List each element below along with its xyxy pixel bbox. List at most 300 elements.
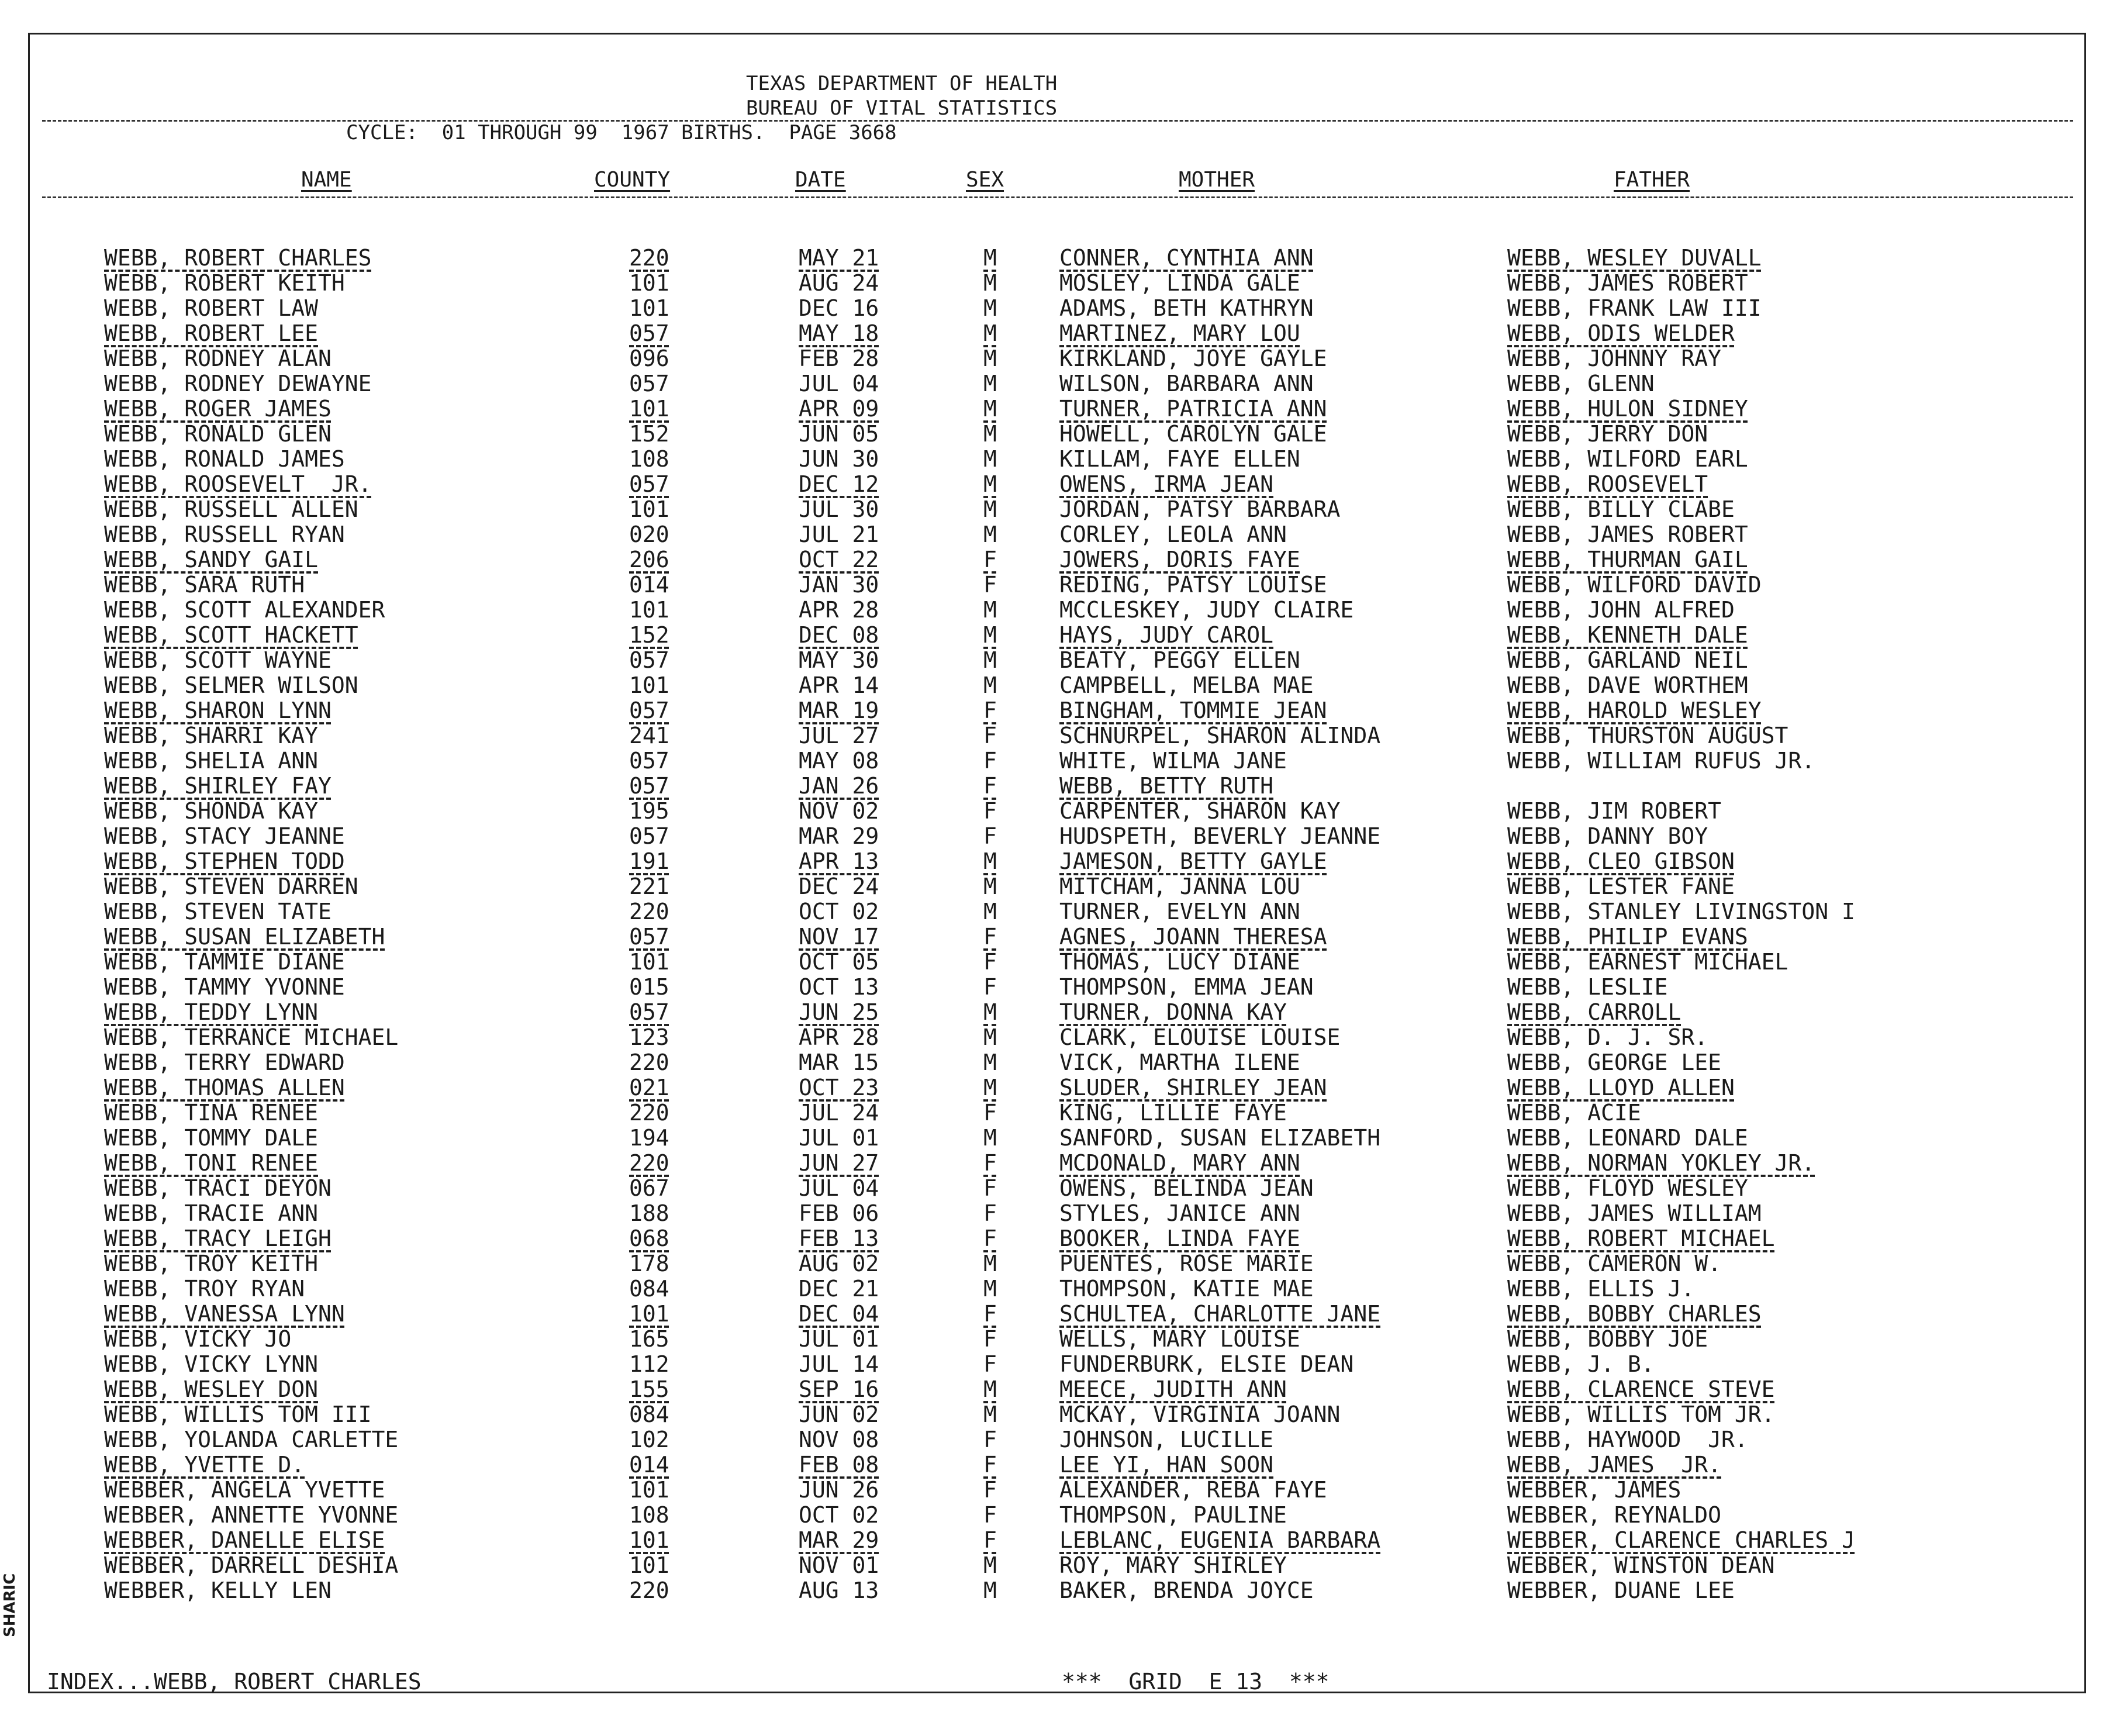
cell-county: 123	[629, 1024, 669, 1050]
table-row	[0, 899, 2127, 924]
cell-county: 084	[629, 1402, 669, 1427]
cell-county: 101	[629, 396, 669, 422]
cell-mother: WILSON, BARBARA ANN	[1059, 371, 1314, 396]
cell-county: 057	[629, 320, 669, 346]
cell-date: JUL 14	[799, 1351, 879, 1377]
cell-date: MAY 18	[799, 320, 879, 346]
cell-name: WEBBER, DANELLE ELISE	[104, 1527, 385, 1553]
cell-date: JUN 30	[799, 446, 879, 472]
cell-county: 188	[629, 1200, 669, 1226]
side-label: SHARIC	[1, 1573, 19, 1637]
table-row	[0, 572, 2127, 598]
cell-date: OCT 22	[799, 547, 879, 572]
header-bureau: BUREAU OF VITAL STATISTICS	[746, 96, 1058, 120]
table-row	[0, 1503, 2127, 1528]
cell-sex: M	[983, 874, 997, 899]
cell-mother: CORLEY, LEOLA ANN	[1059, 522, 1287, 547]
cell-mother: LEE YI, HAN SOON	[1059, 1452, 1274, 1478]
cell-date: DEC 16	[799, 295, 879, 321]
cell-county: 057	[629, 748, 669, 774]
table-row	[0, 1126, 2127, 1151]
cell-father: WEBB, HAROLD WESLEY	[1507, 698, 1762, 723]
cell-county: 108	[629, 446, 669, 472]
cell-date: DEC 08	[799, 622, 879, 648]
cell-father: WEBBER, CLARENCE CHARLES J	[1507, 1527, 1855, 1553]
cell-name: WEBB, STACY JEANNE	[104, 823, 345, 849]
cell-mother: MITCHAM, JANNA LOU	[1059, 874, 1300, 899]
table-row	[0, 547, 2127, 572]
cell-father: WEBB, FRANK LAW III	[1507, 295, 1762, 321]
cell-sex: F	[983, 698, 997, 723]
cell-county: 101	[629, 1552, 669, 1578]
cell-name: WEBB, TRACY LEIGH	[104, 1226, 332, 1251]
table-row	[0, 623, 2127, 648]
cell-father: WEBB, CARROLL	[1507, 999, 1681, 1025]
cell-name: WEBB, ROGER JAMES	[104, 396, 332, 422]
cell-name: WEBB, TROY KEITH	[104, 1251, 319, 1276]
table-row	[0, 1176, 2127, 1201]
cell-mother: KILLAM, FAYE ELLEN	[1059, 446, 1300, 472]
cell-mother: BINGHAM, TOMMIE JEAN	[1059, 698, 1327, 723]
cell-name: WEBB, VICKY JO	[104, 1326, 292, 1352]
cell-sex: F	[983, 1477, 997, 1503]
cell-name: WEBB, SHELIA ANN	[104, 748, 319, 774]
table-row	[0, 346, 2127, 371]
cell-date: MAY 21	[799, 245, 879, 271]
cell-name: WEBB, RODNEY DEWAYNE	[104, 371, 372, 396]
cell-mother: TURNER, PATRICIA ANN	[1059, 396, 1327, 422]
cell-sex: M	[983, 1402, 997, 1427]
cell-date: OCT 05	[799, 949, 879, 975]
cell-county: 101	[629, 949, 669, 975]
table-row	[0, 1025, 2127, 1050]
table-row	[0, 1352, 2127, 1377]
cell-date: JUN 26	[799, 1477, 879, 1503]
cell-county: 191	[629, 848, 669, 874]
cell-mother: REDING, PATSY LOUISE	[1059, 572, 1327, 598]
cell-county: 178	[629, 1251, 669, 1276]
cell-mother: THOMAS, LUCY DIANE	[1059, 949, 1300, 975]
cell-father: WEBBER, WINSTON DEAN	[1507, 1552, 1775, 1578]
cell-father: WEBB, GARLAND NEIL	[1507, 647, 1748, 673]
cell-date: FEB 28	[799, 346, 879, 371]
cell-father: WEBB, LEONARD DALE	[1507, 1125, 1748, 1151]
table-row	[0, 648, 2127, 673]
cell-mother: JOWERS, DORIS FAYE	[1059, 547, 1300, 572]
cell-sex: M	[983, 295, 997, 321]
cell-county: 112	[629, 1351, 669, 1377]
cell-county: 220	[629, 1050, 669, 1075]
cell-father: WEBB, LLOYD ALLEN	[1507, 1075, 1735, 1100]
column-head-name: NAME	[301, 168, 352, 192]
cell-county: 101	[629, 496, 669, 522]
cell-date: MAR 29	[799, 823, 879, 849]
cell-sex: M	[983, 1276, 997, 1302]
cell-county: 101	[629, 270, 669, 296]
cell-county: 220	[629, 899, 669, 924]
cell-county: 057	[629, 773, 669, 799]
cell-date: DEC 24	[799, 874, 879, 899]
cell-father: WEBB, GEORGE LEE	[1507, 1050, 1722, 1075]
cell-date: JUN 05	[799, 421, 879, 447]
cell-sex: M	[983, 848, 997, 874]
cell-mother: JOHNSON, LUCILLE	[1059, 1427, 1274, 1452]
cell-mother: HOWELL, CAROLYN GALE	[1059, 421, 1327, 447]
cell-mother: TURNER, DONNA KAY	[1059, 999, 1287, 1025]
cell-mother: WEBB, BETTY RUTH	[1059, 773, 1274, 799]
table-row	[0, 698, 2127, 723]
cell-father: WEBB, JAMES WILLIAM	[1507, 1200, 1762, 1226]
cell-mother: BOOKER, LINDA FAYE	[1059, 1226, 1300, 1251]
cell-mother: THOMPSON, KATIE MAE	[1059, 1276, 1314, 1302]
cell-mother: OWENS, BELINDA JEAN	[1059, 1175, 1314, 1201]
cell-sex: M	[983, 320, 997, 346]
cell-sex: F	[983, 1200, 997, 1226]
cell-father: WEBB, GLENN	[1507, 371, 1655, 396]
cell-sex: F	[983, 949, 997, 975]
cell-name: WEBB, YOLANDA CARLETTE	[104, 1427, 399, 1452]
cell-county: 152	[629, 421, 669, 447]
cell-date: SEP 16	[799, 1376, 879, 1402]
cell-father: WEBBER, JAMES	[1507, 1477, 1681, 1503]
cell-name: WEBBER, KELLY LEN	[104, 1578, 332, 1603]
cell-mother: THOMPSON, EMMA JEAN	[1059, 974, 1314, 1000]
table-row	[0, 1402, 2127, 1427]
cell-mother: BAKER, BRENDA JOYCE	[1059, 1578, 1314, 1603]
cell-county: 014	[629, 572, 669, 598]
cell-sex: M	[983, 1251, 997, 1276]
cell-father: WEBB, ODIS WELDER	[1507, 320, 1735, 346]
cell-father: WEBBER, DUANE LEE	[1507, 1578, 1735, 1603]
cell-father: WEBB, LESTER FANE	[1507, 874, 1735, 899]
table-row	[0, 321, 2127, 346]
cell-name: WEBB, RUSSELL ALLEN	[104, 496, 358, 522]
cell-sex: F	[983, 1326, 997, 1352]
cell-date: JUN 27	[799, 1150, 879, 1176]
cell-mother: AGNES, JOANN THERESA	[1059, 924, 1327, 950]
cell-father: WEBB, BOBBY JOE	[1507, 1326, 1708, 1352]
table-row	[0, 422, 2127, 447]
cell-father: WEBB, DANNY BOY	[1507, 823, 1708, 849]
table-row	[0, 246, 2127, 271]
cell-name: WEBB, TEDDY LYNN	[104, 999, 319, 1025]
table-row	[0, 1452, 2127, 1478]
cell-name: WEBB, ROBERT LEE	[104, 320, 319, 346]
cell-name: WEBBER, ANNETTE YVONNE	[104, 1502, 399, 1528]
cell-name: WEBB, TOMMY DALE	[104, 1125, 319, 1151]
cell-mother: HUDSPETH, BEVERLY JEANNE	[1059, 823, 1381, 849]
cell-father: WEBB, JOHN ALFRED	[1507, 597, 1735, 623]
cell-date: JUL 01	[799, 1326, 879, 1352]
cell-date: AUG 13	[799, 1578, 879, 1603]
cell-mother: ROY, MARY SHIRLEY	[1059, 1552, 1287, 1578]
cell-name: WEBB, SHONDA KAY	[104, 798, 319, 824]
cell-father: WEBB, JAMES JR.	[1507, 1452, 1722, 1478]
cell-mother: HAYS, JUDY CAROL	[1059, 622, 1274, 648]
cell-date: MAR 29	[799, 1527, 879, 1553]
cell-county: 165	[629, 1326, 669, 1352]
cell-mother: CONNER, CYNTHIA ANN	[1059, 245, 1314, 271]
table-row	[0, 924, 2127, 950]
table-row	[0, 1553, 2127, 1578]
table-row	[0, 673, 2127, 698]
cell-county: 015	[629, 974, 669, 1000]
table-row	[0, 598, 2127, 623]
cell-county: 096	[629, 346, 669, 371]
cell-father: WEBB, THURMAN GAIL	[1507, 547, 1748, 572]
table-row	[0, 1427, 2127, 1452]
cell-date: DEC 12	[799, 471, 879, 497]
cell-father: WEBB, DAVE WORTHEM	[1507, 672, 1748, 698]
cell-date: JAN 26	[799, 773, 879, 799]
cell-sex: M	[983, 396, 997, 422]
table-row	[0, 497, 2127, 522]
cell-father: WEBB, NORMAN YOKLEY JR.	[1507, 1150, 1815, 1176]
table-row	[0, 1075, 2127, 1100]
cell-county: 152	[629, 622, 669, 648]
cell-name: WEBB, TERRANCE MICHAEL	[104, 1024, 399, 1050]
cell-name: WEBB, SHIRLEY FAY	[104, 773, 332, 799]
cell-name: WEBB, SCOTT WAYNE	[104, 647, 332, 673]
table-row	[0, 1528, 2127, 1553]
cell-date: APR 28	[799, 1024, 879, 1050]
cell-county: 101	[629, 1527, 669, 1553]
cell-mother: MCCLESKEY, JUDY CLAIRE	[1059, 597, 1354, 623]
cell-date: APR 13	[799, 848, 879, 874]
cell-sex: M	[983, 1125, 997, 1151]
cell-sex: M	[983, 1376, 997, 1402]
cell-sex: M	[983, 672, 997, 698]
cell-mother: ADAMS, BETH KATHRYN	[1059, 295, 1314, 321]
cell-name: WEBB, TAMMY YVONNE	[104, 974, 345, 1000]
cell-sex: F	[983, 547, 997, 572]
cell-date: FEB 06	[799, 1200, 879, 1226]
cell-sex: M	[983, 522, 997, 547]
cell-father: WEBB, CLEO GIBSON	[1507, 848, 1735, 874]
cell-county: 101	[629, 1477, 669, 1503]
cell-mother: KIRKLAND, JOYE GAYLE	[1059, 346, 1327, 371]
table-row	[0, 1377, 2127, 1402]
footer-grid: *** GRID E 13 ***	[1062, 1669, 1330, 1694]
header-title: TEXAS DEPARTMENT OF HEALTH	[746, 72, 1058, 95]
cell-date: JUL 01	[799, 1125, 879, 1151]
cell-date: JUL 21	[799, 522, 879, 547]
cell-father: WEBB, FLOYD WESLEY	[1507, 1175, 1748, 1201]
cell-county: 194	[629, 1125, 669, 1151]
cell-sex: F	[983, 1502, 997, 1528]
cell-name: WEBB, SUSAN ELIZABETH	[104, 924, 385, 950]
cell-sex: F	[983, 1527, 997, 1553]
cell-name: WEBB, STEVEN TATE	[104, 899, 332, 924]
cell-sex: F	[983, 823, 997, 849]
cell-mother: STYLES, JANICE ANN	[1059, 1200, 1300, 1226]
cell-county: 220	[629, 245, 669, 271]
table-row	[0, 447, 2127, 472]
cell-mother: SANFORD, SUSAN ELIZABETH	[1059, 1125, 1381, 1151]
cell-county: 155	[629, 1376, 669, 1402]
cell-date: OCT 13	[799, 974, 879, 1000]
cell-mother: VICK, MARTHA ILENE	[1059, 1050, 1300, 1075]
table-row	[0, 874, 2127, 899]
cell-father: WEBB, STANLEY LIVINGSTON I	[1507, 899, 1855, 924]
cell-name: WEBB, SELMER WILSON	[104, 672, 358, 698]
cell-sex: M	[983, 622, 997, 648]
table-row	[0, 1327, 2127, 1352]
cell-sex: F	[983, 924, 997, 950]
cell-date: NOV 01	[799, 1552, 879, 1578]
record-list	[0, 246, 2127, 1603]
cell-date: APR 09	[799, 396, 879, 422]
table-row	[0, 1100, 2127, 1126]
cell-father: WEBB, WILLIAM RUFUS JR.	[1507, 748, 1815, 774]
table-row	[0, 799, 2127, 824]
cell-father: WEBB, WILFORD EARL	[1507, 446, 1748, 472]
cell-sex: F	[983, 748, 997, 774]
cell-sex: M	[983, 999, 997, 1025]
cell-county: 241	[629, 723, 669, 748]
cell-county: 057	[629, 999, 669, 1025]
cell-name: WEBB, VICKY LYNN	[104, 1351, 319, 1377]
table-row	[0, 1302, 2127, 1327]
cell-father: WEBB, HAYWOOD JR.	[1507, 1427, 1748, 1452]
table-row	[0, 1226, 2127, 1251]
cell-name: WEBB, TINA RENEE	[104, 1100, 319, 1126]
cell-date: JAN 30	[799, 572, 879, 598]
cell-mother: WELLS, MARY LOUISE	[1059, 1326, 1300, 1352]
cell-father: WEBB, BILLY CLABE	[1507, 496, 1735, 522]
cell-sex: M	[983, 421, 997, 447]
cell-mother: MOSLEY, LINDA GALE	[1059, 270, 1300, 296]
cell-date: MAR 19	[799, 698, 879, 723]
cell-father: WEBB, J. B.	[1507, 1351, 1655, 1377]
cell-sex: F	[983, 723, 997, 748]
cell-county: 068	[629, 1226, 669, 1251]
cell-sex: M	[983, 371, 997, 396]
cell-county: 057	[629, 647, 669, 673]
cell-mother: JORDAN, PATSY BARBARA	[1059, 496, 1341, 522]
table-row	[0, 723, 2127, 748]
cell-father: WEBB, D. J. SR.	[1507, 1024, 1708, 1050]
cell-sex: F	[983, 798, 997, 824]
cell-name: WEBB, TRACIE ANN	[104, 1200, 319, 1226]
cell-county: 220	[629, 1150, 669, 1176]
cell-county: 020	[629, 522, 669, 547]
cell-father: WEBB, BOBBY CHARLES	[1507, 1301, 1762, 1327]
cell-mother: BEATY, PEGGY ELLEN	[1059, 647, 1300, 673]
cell-date: MAY 30	[799, 647, 879, 673]
cell-mother: MCKAY, VIRGINIA JOANN	[1059, 1402, 1341, 1427]
cell-father: WEBB, ACIE	[1507, 1100, 1641, 1126]
table-row	[0, 975, 2127, 1000]
table-row	[0, 774, 2127, 799]
cell-county: 108	[629, 1502, 669, 1528]
cell-county: 057	[629, 698, 669, 723]
table-row	[0, 1478, 2127, 1503]
cell-county: 220	[629, 1100, 669, 1126]
cell-county: 102	[629, 1427, 669, 1452]
cell-sex: F	[983, 974, 997, 1000]
cell-father: WEBB, HULON SIDNEY	[1507, 396, 1748, 422]
cell-county: 057	[629, 924, 669, 950]
table-row	[0, 950, 2127, 975]
table-row	[0, 522, 2127, 547]
cell-sex: M	[983, 1075, 997, 1100]
header-cycle: CYCLE: 01 THROUGH 99 1967 BIRTHS. PAGE 3668	[346, 121, 897, 144]
cell-father: WEBBER, REYNALDO	[1507, 1502, 1722, 1528]
cell-name: WEBB, WILLIS TOM III	[104, 1402, 372, 1427]
table-row	[0, 271, 2127, 296]
cell-mother: SCHNURPEL, SHARON ALINDA	[1059, 723, 1381, 748]
cell-sex: M	[983, 1050, 997, 1075]
cell-sex: M	[983, 647, 997, 673]
cell-father: WEBB, WILLIS TOM JR.	[1507, 1402, 1775, 1427]
cell-father: WEBB, JIM ROBERT	[1507, 798, 1722, 824]
cell-sex: M	[983, 1578, 997, 1603]
cell-date: FEB 08	[799, 1452, 879, 1478]
table-row	[0, 472, 2127, 497]
cell-father: WEBB, JERRY DON	[1507, 421, 1708, 447]
cell-name: WEBB, SCOTT ALEXANDER	[104, 597, 385, 623]
cell-name: WEBB, SHARRI KAY	[104, 723, 319, 748]
cell-county: 221	[629, 874, 669, 899]
table-row	[0, 824, 2127, 849]
cell-sex: M	[983, 471, 997, 497]
cell-date: DEC 21	[799, 1276, 879, 1302]
footer-index: INDEX...WEBB, ROBERT CHARLES	[47, 1669, 422, 1694]
cell-father: WEBB, WESLEY DUVALL	[1507, 245, 1762, 271]
header-rule-bottom	[42, 196, 2073, 198]
cell-county: 021	[629, 1075, 669, 1100]
cell-sex: F	[983, 1226, 997, 1251]
cell-county: 067	[629, 1175, 669, 1201]
cell-name: WEBB, WESLEY DON	[104, 1376, 319, 1402]
cell-father: WEBB, CLARENCE STEVE	[1507, 1376, 1775, 1402]
cell-name: WEBB, TERRY EDWARD	[104, 1050, 345, 1075]
cell-mother: CARPENTER, SHARON KAY	[1059, 798, 1341, 824]
cell-sex: F	[983, 1100, 997, 1126]
table-row	[0, 396, 2127, 422]
cell-sex: F	[983, 1301, 997, 1327]
cell-mother: SCHULTEA, CHARLOTTE JANE	[1059, 1301, 1381, 1327]
cell-sex: M	[983, 245, 997, 271]
cell-name: WEBB, RUSSELL RYAN	[104, 522, 345, 547]
table-row	[0, 1151, 2127, 1176]
cell-name: WEBB, RONALD GLEN	[104, 421, 332, 447]
cell-father: WEBB, KENNETH DALE	[1507, 622, 1748, 648]
cell-mother: WHITE, WILMA JANE	[1059, 748, 1287, 774]
cell-sex: F	[983, 773, 997, 799]
cell-mother: PUENTES, ROSE MARIE	[1059, 1251, 1314, 1276]
cell-mother: THOMPSON, PAULINE	[1059, 1502, 1287, 1528]
column-head-mother: MOTHER	[1179, 168, 1255, 192]
cell-mother: MARTINEZ, MARY LOU	[1059, 320, 1300, 346]
cell-county: 057	[629, 471, 669, 497]
cell-county: 101	[629, 597, 669, 623]
cell-name: WEBB, SARA RUTH	[104, 572, 305, 598]
cell-name: WEBB, ROBERT LAW	[104, 295, 319, 321]
cell-mother: TURNER, EVELYN ANN	[1059, 899, 1300, 924]
cell-father: WEBB, LESLIE	[1507, 974, 1668, 1000]
cell-sex: F	[983, 1175, 997, 1201]
cell-date: NOV 02	[799, 798, 879, 824]
cell-date: AUG 24	[799, 270, 879, 296]
cell-mother: MCDONALD, MARY ANN	[1059, 1150, 1300, 1176]
cell-name: WEBB, TROY RYAN	[104, 1276, 305, 1302]
cell-sex: F	[983, 1452, 997, 1478]
cell-sex: M	[983, 270, 997, 296]
table-row	[0, 1000, 2127, 1025]
cell-date: JUL 04	[799, 1175, 879, 1201]
